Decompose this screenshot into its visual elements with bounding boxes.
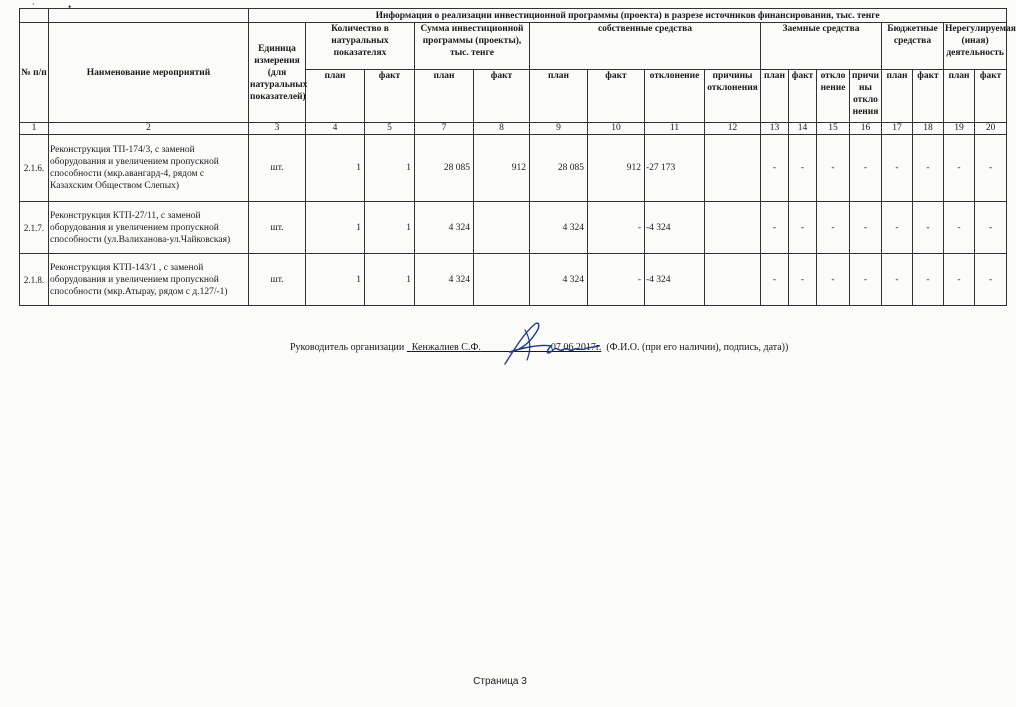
column-number: 8: [474, 123, 530, 135]
row-qty-fact: 1: [365, 135, 415, 202]
row-sum-fact: [474, 254, 530, 306]
column-number: 7: [415, 123, 474, 135]
row-cell: -: [913, 254, 944, 306]
header-num: № п/п: [20, 23, 49, 123]
signatory-name: Кенжалиев С.Ф.: [411, 342, 481, 353]
row-own-plan: 4 324: [530, 254, 588, 306]
subheader-deviation: откло нение: [817, 70, 850, 123]
row-unit: шт.: [249, 202, 306, 254]
signature-note: (Ф.И.О. (при его наличии), подпись, дата)): [606, 342, 789, 353]
row-own-deviation: -27 173: [645, 135, 705, 202]
row-cell: -: [882, 202, 913, 254]
investment-table-container: [19, 8, 1016, 306]
header-own-funds: собственные средства: [530, 23, 761, 70]
row-cell: -: [789, 135, 817, 202]
row-own-deviation: -4 324: [645, 254, 705, 306]
table-row: [20, 202, 1007, 254]
column-number: 16: [850, 123, 882, 135]
row-cell: -: [789, 202, 817, 254]
subheader-deviation: отклонение: [645, 70, 705, 123]
table-title: Информация о реализации инвестиционной программы (проекта) в разрезе источников финансирования, тыс. тенге: [249, 9, 1007, 23]
row-cell: -: [944, 202, 975, 254]
column-number: 19: [944, 123, 975, 135]
row-name: Реконструкция КТП-27/11, с заменой оборудования и увеличением пропускной способности (ул.Валиханова-ул.Чайковская): [49, 202, 249, 254]
row-cell: -: [761, 135, 789, 202]
row-sum-fact: 912: [474, 135, 530, 202]
row-sum-plan: 4 324: [415, 254, 474, 306]
row-cell: -: [850, 135, 882, 202]
investment-table: [19, 8, 1016, 306]
table-row: [20, 135, 1007, 202]
header-loan-funds: Заемные средства: [761, 23, 882, 70]
column-number: 12: [705, 123, 761, 135]
mark-dot: •: [68, 2, 72, 12]
subheader-fact: факт: [474, 70, 530, 123]
column-number: 15: [817, 123, 850, 135]
subheader-reasons: причины отклонения: [705, 70, 761, 123]
row-qty-fact: 1: [365, 254, 415, 306]
subheader-plan: план: [306, 70, 365, 123]
subheader-fact: факт: [913, 70, 944, 123]
corner-cell: [49, 9, 249, 23]
row-cell: -: [850, 254, 882, 306]
row-unit: шт.: [249, 254, 306, 306]
signatory-label: Руководитель организации: [290, 342, 405, 353]
signature-date: 07.06.2017г.: [550, 342, 602, 353]
row-unit: шт.: [249, 135, 306, 202]
row-cell: -: [817, 135, 850, 202]
row-cell: -: [850, 202, 882, 254]
row-qty-plan: 1: [306, 135, 365, 202]
row-own-plan: 28 085: [530, 135, 588, 202]
column-number: 1: [20, 123, 49, 135]
subheader-fact: факт: [789, 70, 817, 123]
row-sum-plan: 28 085: [415, 135, 474, 202]
subheader-fact: факт: [588, 70, 645, 123]
header-sum: Сумма инвестиционной программы (проекты), тыс. тенге: [415, 23, 530, 70]
row-number: 2.1.7.: [20, 202, 49, 254]
subheader-plan: план: [944, 70, 975, 123]
row-number: 2.1.8.: [20, 254, 49, 306]
row-cell: -: [913, 202, 944, 254]
row-qty-plan: 1: [306, 202, 365, 254]
row-cell: -: [761, 254, 789, 306]
row-own-deviation: -4 324: [645, 202, 705, 254]
column-number: 18: [913, 123, 944, 135]
column-number: 9: [530, 123, 588, 135]
row-number: 2.1.6.: [20, 135, 49, 202]
header-unregulated: Нерегулируемая (иная) деятельность: [944, 23, 1007, 70]
subheader-fact: факт: [365, 70, 415, 123]
row-cell: -: [975, 135, 1007, 202]
subheader-plan: план: [882, 70, 913, 123]
row-own-plan: 4 324: [530, 202, 588, 254]
row-own-reason: [705, 254, 761, 306]
column-number: 20: [975, 123, 1007, 135]
row-cell: -: [944, 135, 975, 202]
row-own-reason: [705, 202, 761, 254]
row-name: Реконструкция КТП-143/1 , с заменой оборудования и увеличением пропускной способности (мкр.Атырау, рядом с д.127/-1): [49, 254, 249, 306]
row-cell: -: [817, 254, 850, 306]
header-name: Наименование мероприятий: [49, 23, 249, 123]
row-cell: -: [761, 202, 789, 254]
row-cell: -: [882, 135, 913, 202]
row-cell: -: [975, 202, 1007, 254]
subheader-fact: факт: [975, 70, 1007, 123]
row-qty-plan: 1: [306, 254, 365, 306]
column-number: 4: [306, 123, 365, 135]
column-number: 3: [249, 123, 306, 135]
table-row: [20, 254, 1007, 306]
row-cell: -: [817, 202, 850, 254]
row-cell: -: [913, 135, 944, 202]
row-own-reason: [705, 135, 761, 202]
column-number: 13: [761, 123, 789, 135]
row-own-fact: 912: [588, 135, 645, 202]
header-qty: Количество в натуральных показателях: [306, 23, 415, 70]
row-cell: -: [882, 254, 913, 306]
column-number: 10: [588, 123, 645, 135]
header-budget-funds: Бюджетные средства: [882, 23, 944, 70]
corner-cell: [20, 9, 49, 23]
row-qty-fact: 1: [365, 202, 415, 254]
column-number: 14: [789, 123, 817, 135]
row-name: Реконструкция ТП-174/3, с заменой оборудования и увеличением пропускной способности (мкр.авангард-4, рядом с Казахским Обществом Слепых): [49, 135, 249, 202]
column-number: 17: [882, 123, 913, 135]
row-cell: -: [789, 254, 817, 306]
subheader-plan: план: [761, 70, 789, 123]
row-sum-plan: 4 324: [415, 202, 474, 254]
row-cell: -: [975, 254, 1007, 306]
header-unit: Единица измерения (для натуральных показателей): [249, 23, 306, 123]
page-number: Страница 3: [473, 676, 527, 687]
mark-dot: `: [32, 2, 35, 12]
row-own-fact: -: [588, 202, 645, 254]
row-cell: -: [944, 254, 975, 306]
column-number: 11: [645, 123, 705, 135]
subheader-plan: план: [415, 70, 474, 123]
subheader-plan: план: [530, 70, 588, 123]
column-number: 2: [49, 123, 249, 135]
subheader-reasons: причи ны откло нения: [850, 70, 882, 123]
column-number: 5: [365, 123, 415, 135]
row-own-fact: -: [588, 254, 645, 306]
row-sum-fact: [474, 202, 530, 254]
handwritten-signature: [495, 318, 605, 368]
